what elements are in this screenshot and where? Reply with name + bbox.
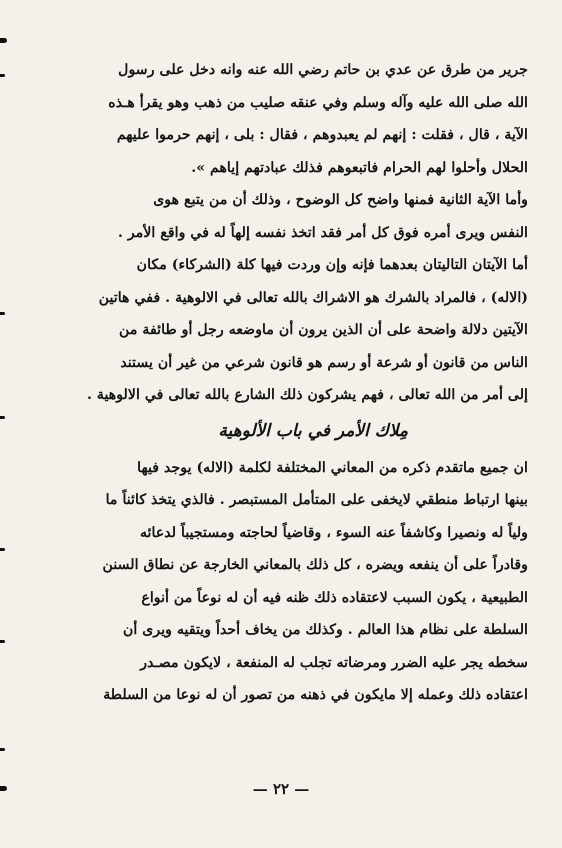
text-line: النفس ويرى أمره فوق كل أمر فقد اتخذ نفسه إلهاً له في واقع الأمر . xyxy=(118,224,528,241)
text-line: بينها ارتباط منطقي لايخفى على المتأمل المستبصر . فالذي يتخذ كائناً ما xyxy=(105,492,528,508)
scan-mark xyxy=(0,38,7,43)
text-line: وقادراً على أن ينفعه ويضره ، كل ذلك بالمعاني الخارجة عن نطاق السنن xyxy=(102,557,528,573)
left-margin-scan-marks xyxy=(0,0,14,848)
section-heading: مِلاك الأمر في باب الألوهية xyxy=(218,420,408,441)
text-line: الناس من قانون أو شرعة أو رسم هو قانون شرعي من غير أن يستند xyxy=(120,354,528,371)
text-line: اعتقاده ذلك وعمله إلا مايكون في ذهنه من تصور أن له نوعا من السلطة xyxy=(103,687,528,703)
text-line: جرير من طرق عن عدي بن حاتم رضي الله عنه وانه دخل على رسول xyxy=(118,62,528,78)
text-line: ان جميع ماتقدم ذكره من المعاني المختلفة لكلمة (الاله) يوجد فيها xyxy=(137,459,528,476)
text-line: سخطه يجر عليه الضرر ومرضاته تجلب له المنفعة ، لايكون مصـدر xyxy=(140,654,528,671)
text-line: الطبيعية ، يكون السبب لاعتقاده ذلك ظنه فيه أن له نوعاً من أنواع xyxy=(141,589,528,606)
paragraph-1 xyxy=(76,54,528,412)
scan-mark xyxy=(0,640,5,643)
text-line: الآية ، قال ، فقلت : إنهم لم يعبدوهم ، فقال : بلى ، إنهم حرموا عليهم xyxy=(116,127,528,143)
text-line: الله صلى الله عليه وآله وسلم وفي عنقه صليب من ذهب وهو يقرأ هـذه xyxy=(108,94,528,111)
scan-mark xyxy=(0,74,5,77)
text-line: (الاله) ، فالمراد بالشرك هو الاشراك بالله تعالى في الالوهية . ففي هاتين xyxy=(98,289,528,306)
text-line: ولياً له ونصيرا وكاشفاً عنه السوء ، وقاضياً لحاجته ومستجيباً لدعائه xyxy=(139,524,528,541)
text-line: أما الآيتان التاليتان بعدهما فإنه وإن وردت فيها كلة (الشركاء) مكان xyxy=(136,257,528,273)
text-line: إلى أمر من الله تعالى ، فهم يشركون ذلك الشارع بالله تعالى في الالوهية . xyxy=(86,387,528,403)
text-line: السلطة على نظام هذا العالم . وكذلك من يخاف أحداً ويتقيه ويرى أن xyxy=(122,622,528,638)
text-line: الحلال وأحلوا لهم الحرام فاتبعوهم فذلك عبادتهم إياهم ». xyxy=(191,159,528,176)
scan-mark xyxy=(0,312,5,315)
text-line: وأما الآية الثانية فمنها واضح كل الوضوح ، وذلك أن من يتبع هوى xyxy=(153,192,528,208)
section-heading-wrap xyxy=(76,416,528,446)
main-text xyxy=(76,54,528,712)
paragraph-2 xyxy=(76,452,528,712)
scan-mark xyxy=(0,748,5,751)
scan-mark xyxy=(0,416,5,419)
text-line: الآيتين دلالة واضحة على أن الذين يرون أن ماوضعه رجل أو طائفة من xyxy=(119,322,528,338)
scan-mark xyxy=(0,548,5,551)
page-number: — ٢٢ — xyxy=(252,780,310,798)
